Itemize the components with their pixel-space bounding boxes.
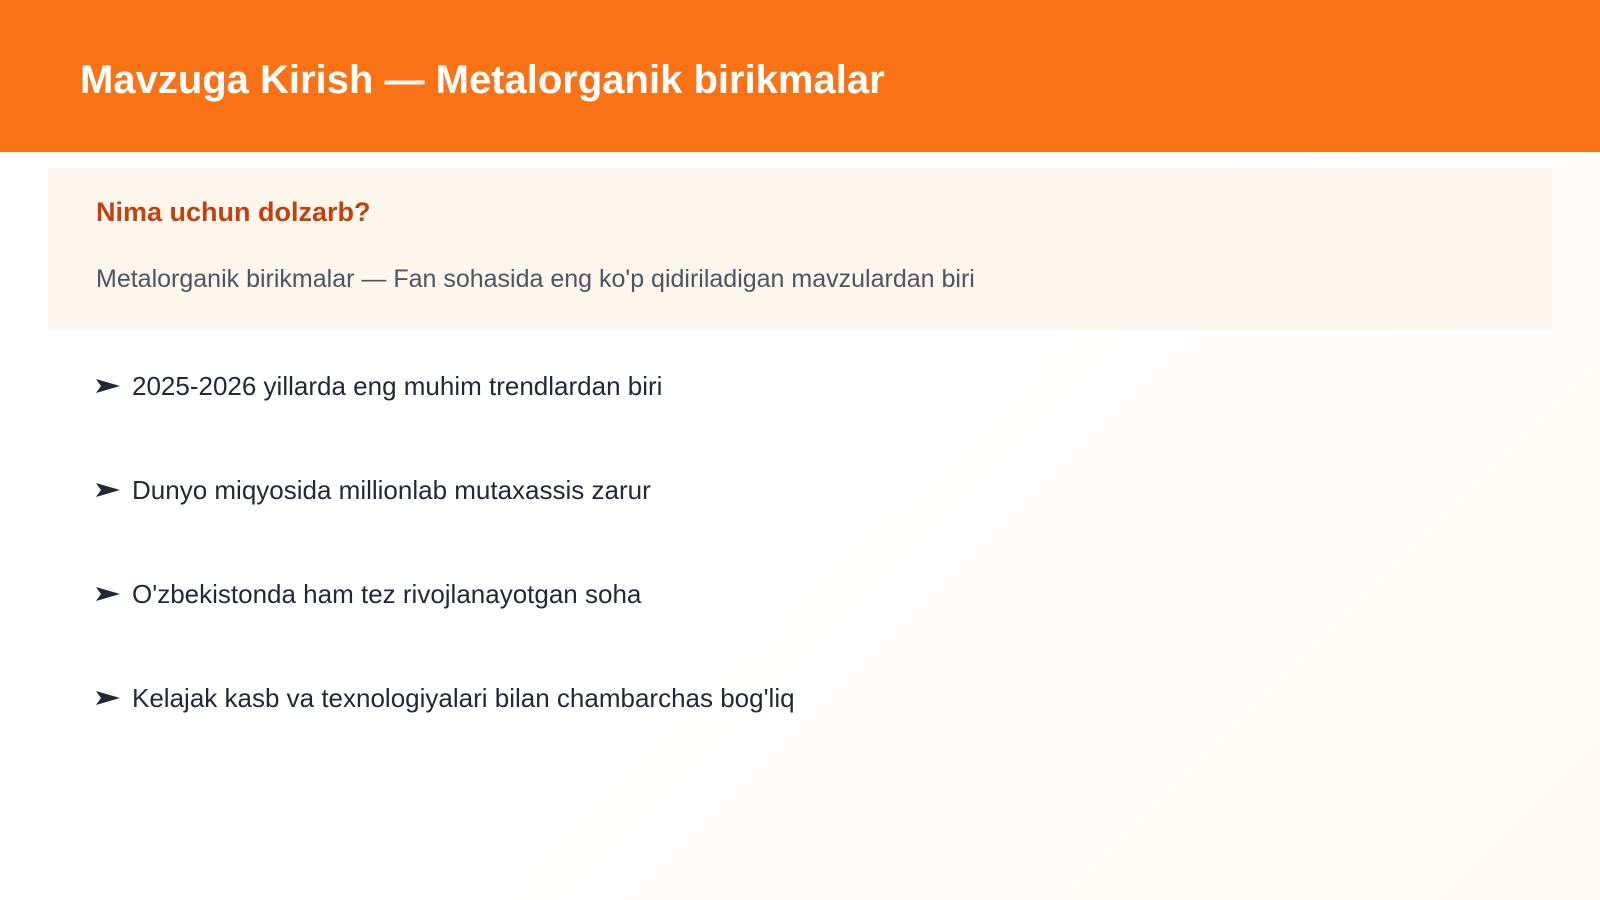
- intro-callout: [48, 168, 1552, 330]
- bullet-text: Kelajak kasb va texnologiyalari bilan chambarchas bog'liq: [132, 683, 795, 713]
- intro-heading: Nima uchun dolzarb?: [96, 197, 371, 227]
- bullet-list: [96, 370, 795, 786]
- bullet-text: O'zbekistonda ham tez rivojlanayotgan soha: [132, 579, 642, 609]
- bullet-item: [96, 578, 795, 682]
- triangle-right-icon: [96, 690, 120, 706]
- bullet-text: 2025-2026 yillarda eng muhim trendlardan biri: [132, 371, 663, 401]
- header-bar: [0, 0, 1600, 152]
- slide-title: Mavzuga Kirish — Metalorganik birikmalar: [80, 58, 885, 102]
- bullet-item: [96, 370, 795, 474]
- intro-text: Metalorganik birikmalar — Fan sohasida eng ko'p qidiriladigan mavzulardan biri: [96, 265, 975, 293]
- triangle-right-icon: [96, 378, 120, 394]
- bullet-item: [96, 474, 795, 578]
- triangle-right-icon: [96, 482, 120, 498]
- bullet-item: [96, 682, 795, 786]
- bullet-text: Dunyo miqyosida millionlab mutaxassis zarur: [132, 475, 651, 505]
- triangle-right-icon: [96, 586, 120, 602]
